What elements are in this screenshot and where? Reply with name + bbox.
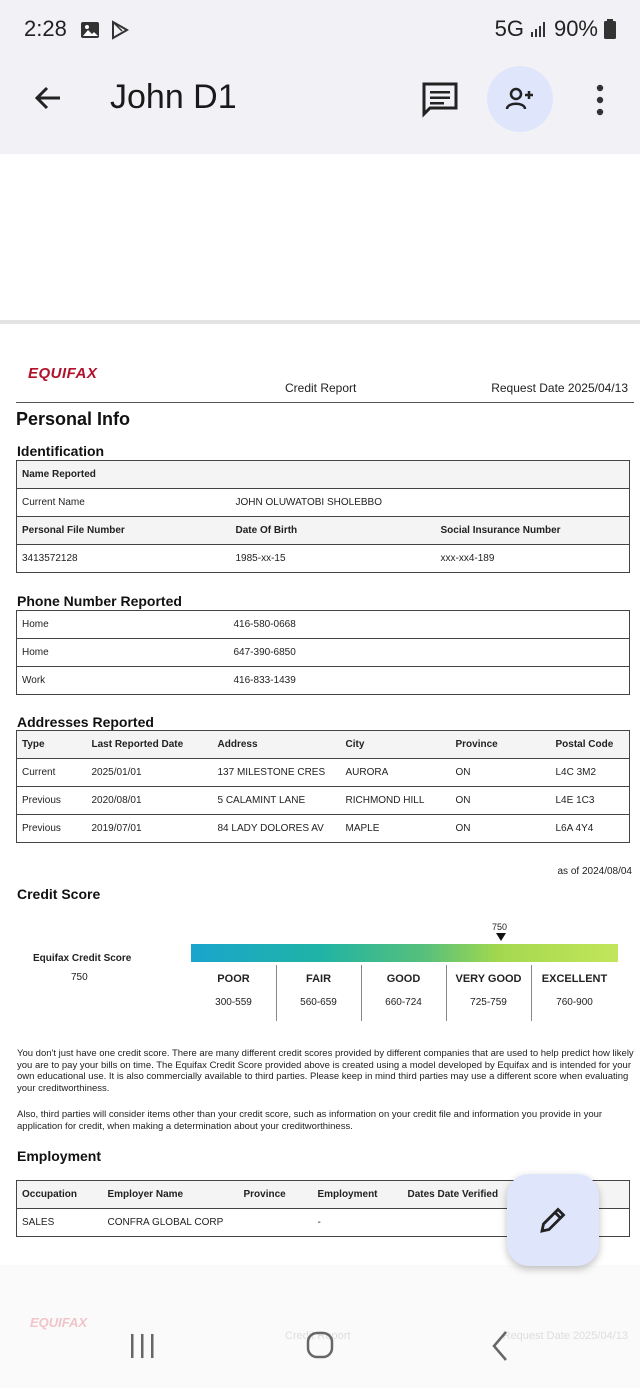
table-row: [17, 639, 630, 667]
table-row: [17, 461, 630, 489]
score-band: [276, 973, 361, 1008]
address-cell: ON: [451, 759, 551, 787]
home-icon[interactable]: [290, 1318, 350, 1374]
address-cell: 5 CALAMINT LANE: [213, 787, 341, 815]
signal-icon: [530, 20, 548, 38]
play-store-icon: [110, 20, 130, 40]
employment-cell: CONFRA GLOBAL CORP: [103, 1209, 239, 1237]
report-title: Credit Report: [285, 381, 357, 395]
band-name: POOR: [217, 973, 250, 985]
table-row: [17, 545, 630, 573]
score-band: [361, 973, 446, 1008]
table-header: Last Reported Date: [87, 731, 213, 759]
phone-type: Work: [17, 667, 229, 695]
message-icon[interactable]: [420, 80, 460, 120]
address-cell: L4E 1C3: [551, 787, 630, 815]
addresses-heading: Addresses Reported: [17, 714, 154, 730]
table-header: Address: [213, 731, 341, 759]
table-row: [17, 667, 630, 695]
date-of-birth: 1985-xx-15: [231, 545, 436, 573]
identification-heading: Identification: [17, 443, 105, 459]
system-nav-bar: [0, 1318, 640, 1374]
address-cell: 2020/08/01: [87, 787, 213, 815]
address-cell: 2019/07/01: [87, 815, 213, 843]
status-time: 2:28: [24, 16, 67, 41]
add-person-button[interactable]: [487, 66, 553, 132]
top-bar: [0, 0, 640, 154]
recent-apps-icon[interactable]: [112, 1318, 172, 1374]
table-row: [17, 731, 630, 759]
score-gradient-bar: [191, 944, 618, 962]
request-date: Request Date 2025/04/13: [491, 381, 628, 395]
credit-score-heading: Credit Score: [17, 886, 101, 902]
band-name: EXCELLENT: [541, 973, 608, 985]
employment-cell: [239, 1209, 313, 1237]
equifax-logo: EQUIFAX: [28, 365, 98, 382]
section-title: Personal Info: [16, 409, 131, 429]
address-cell: Previous: [17, 787, 87, 815]
table-header: Occupation: [17, 1181, 103, 1209]
table-row: [17, 489, 630, 517]
address-cell: L4C 3M2: [551, 759, 630, 787]
score-band: [446, 973, 531, 1008]
back-arrow-icon[interactable]: [30, 80, 66, 116]
header-rule: [16, 402, 634, 403]
band-name: GOOD: [386, 973, 421, 985]
table-row: [17, 759, 630, 787]
credit-score-label: Equifax Credit Score: [33, 953, 132, 964]
address-cell: AURORA: [341, 759, 451, 787]
table-header: Province: [451, 731, 551, 759]
score-marker-value: 750: [492, 922, 508, 932]
next-page-date: Request Date 2025/04/13: [502, 1330, 628, 1342]
band-range: 300-559: [215, 997, 252, 1008]
phone-number: 416-580-0668: [229, 611, 630, 639]
identification-table: [16, 460, 630, 573]
band-name: VERY GOOD: [455, 973, 522, 985]
phone-number: 416-833-1439: [229, 667, 630, 695]
next-page-title: Credit Report: [285, 1330, 351, 1342]
band-range: 725-759: [470, 997, 507, 1008]
band-name: FAIR: [305, 973, 332, 985]
address-cell: RICHMOND HILL: [341, 787, 451, 815]
phone-number: 647-390-6850: [229, 639, 630, 667]
table-row: [17, 517, 630, 545]
band-range: 560-659: [300, 997, 337, 1008]
score-band: [191, 973, 276, 1008]
conversation-title: John D1: [110, 78, 237, 116]
phones-heading: Phone Number Reported: [17, 593, 182, 609]
gallery-icon: [80, 20, 100, 40]
current-name-label: Current Name: [17, 489, 231, 517]
score-disclaimer-paragraph: You don't just have one credit score. There are many different credit scores provided by different companies that are used to help predict how likely you are to pay your bills on time. The Equifax Credit Score provided above is created using a model developed by Equifax and is intended for your own educational use. It is also commercially available to third parties. Please keep in mind third parties may use a different score when evaluating your creditworthiness.: [17, 1048, 634, 1094]
address-cell: Current: [17, 759, 87, 787]
credit-score-value: 750: [71, 972, 88, 983]
person-add-icon: [504, 83, 536, 115]
personal-file-number: 3413572128: [17, 545, 231, 573]
address-cell: ON: [451, 815, 551, 843]
table-row: [17, 815, 630, 843]
address-cell: MAPLE: [341, 815, 451, 843]
address-cell: ON: [451, 787, 551, 815]
status-notification-icons: [80, 20, 130, 40]
address-cell: Previous: [17, 815, 87, 843]
table-row: [17, 787, 630, 815]
address-cell: 137 MILESTONE CRES: [213, 759, 341, 787]
social-insurance-number: xxx-xx4-189: [436, 545, 630, 573]
more-options-icon[interactable]: [586, 80, 614, 120]
address-cell: 2025/01/01: [87, 759, 213, 787]
score-marker-triangle: [496, 933, 506, 941]
pencil-icon: [537, 1204, 569, 1236]
table-header: City: [341, 731, 451, 759]
status-right: [495, 16, 616, 42]
phone-type: Home: [17, 611, 229, 639]
network-label: 5G: [494, 16, 524, 41]
table-header: Employment: [313, 1181, 403, 1209]
third-party-paragraph: Also, third parties will consider items other than your credit score, such as information on your credit file and information you provide in your application for credit, when making a determination about your creditworthiness.: [17, 1109, 603, 1132]
table-header: Personal File Number: [17, 517, 231, 545]
phones-table: [16, 610, 630, 695]
band-range: 660-724: [385, 997, 422, 1008]
name-reported-label: Name Reported: [17, 461, 630, 489]
table-header: Type: [17, 731, 87, 759]
table-header: Employer Name: [103, 1181, 239, 1209]
address-cell: 84 LADY DOLORES AV: [213, 815, 341, 843]
score-band: [532, 973, 617, 1008]
battery-icon: [604, 19, 616, 39]
table-header: Social Insurance Number: [436, 517, 630, 545]
table-header: Dates Date Verified: [403, 1181, 630, 1209]
credit-report-page[interactable]: [0, 325, 640, 1265]
employment-cell: SALES: [17, 1209, 103, 1237]
edit-fab-button[interactable]: [507, 1174, 599, 1266]
current-name-value: JOHN OLUWATOBI SHOLEBBO: [231, 489, 630, 517]
nav-back-icon[interactable]: [470, 1318, 530, 1374]
employment-cell: -: [313, 1209, 403, 1237]
table-header: Postal Code: [551, 731, 630, 759]
band-range: 760-900: [556, 997, 593, 1008]
table-row: [17, 611, 630, 639]
page-separator: [0, 320, 640, 324]
employment-heading: Employment: [17, 1148, 102, 1164]
addresses-table: [16, 730, 630, 843]
table-header: Province: [239, 1181, 313, 1209]
address-cell: L6A 4Y4: [551, 815, 630, 843]
phone-type: Home: [17, 639, 229, 667]
as-of-date: as of 2024/08/04: [557, 866, 632, 877]
battery-label: 90%: [553, 16, 598, 41]
next-page-logo: EQUIFAX: [30, 1315, 88, 1330]
table-header: Date Of Birth: [231, 517, 436, 545]
